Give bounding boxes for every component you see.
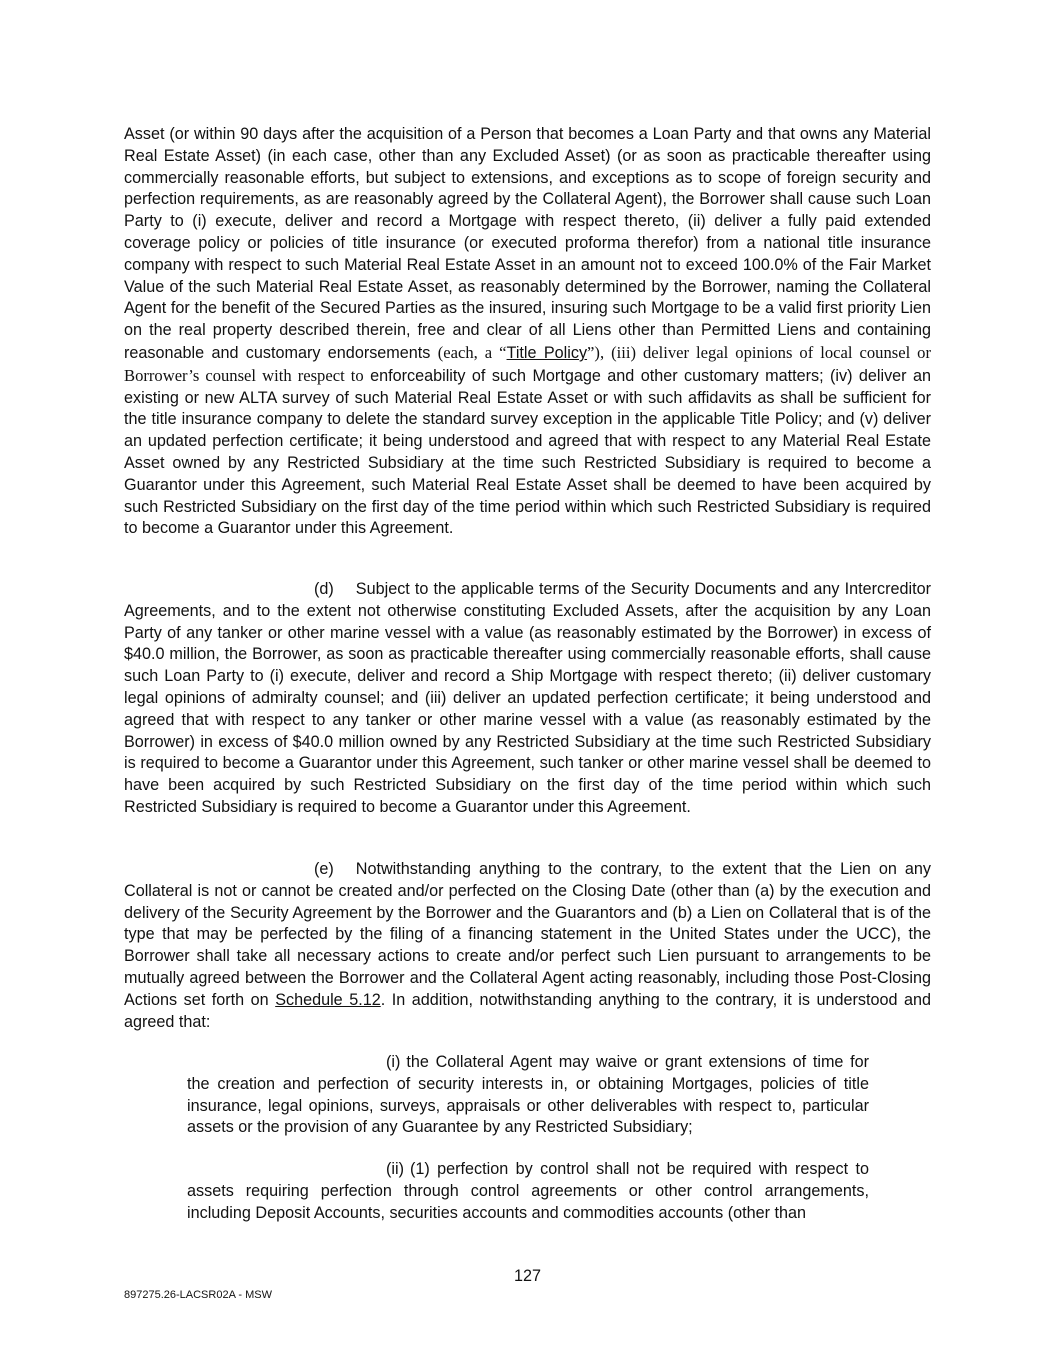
paragraph-c-text-2: enforceability of such Mortgage and other customary matters; (iv) deliver an existing or new ALTA survey of such Material Real Estate Asset or with such affidavits as shall be sufficient for the title insurance company to delete the standard survey exception in the applicable Title Policy; and (v) deliver an updated perfection certificate; it being understood and agreed that with respect to any Material Real Estate Asset owned by any Restricted Subsidiary at the time such Restricted Subsidiary is required to become a Guarantor under this Agreement, such Material Real Estate Asset shall be deemed to have been acquired by such Restricted Subsidiary on the first day of the time period within which such Restricted Subsidiary is required to become a Guarantor under this Agreement.	[124, 366, 932, 538]
subparagraph-i	[187, 1052, 869, 1139]
subparagraph-i-text: the Collateral Agent may waive or grant extensions of time for the creation and perfection of security interests in, or obtaining Mortgages, policies of title insurance, legal opinions, surveys, appraisals or other deliverables with respect to, particular assets or the provision of any Guarantee by any Restricted Subsidiary;	[187, 1053, 869, 1137]
paragraph-e-text-2: . In addition, notwithstanding anything to the contrary, it is understood and agreed that:	[124, 990, 931, 1031]
document-id: 897275.26-LACSR02A - MSW	[124, 1289, 272, 1301]
paragraph-e-label: (e)	[314, 860, 334, 878]
paragraph-d-label: (d)	[314, 580, 334, 598]
subparagraph-ii-label: (ii)	[386, 1160, 404, 1178]
schedule-reference: Schedule 5.12	[275, 990, 381, 1009]
subparagraph-ii	[187, 1159, 869, 1224]
paragraph-e-text-1: Notwithstanding anything to the contrary, to the extent that the Lien on any Collateral is not or cannot be created and/or perfected on the Closing Date (other than (a) by the execution and delivery of the Security Agreement by the Borrower and the Guarantors and (b) a Lien on Collateral that is of the type that may be perfected by the filing of a financing statement in the United States under the UCC), the Borrower shall take all necessary actions to create and/or perfect such Lien pursuant to arrangements to be mutually agreed between the Borrower and the Collateral Agent acting reasonably, including those Post-Closing Actions set forth on	[124, 860, 931, 1009]
subparagraph-i-label: (i)	[386, 1053, 401, 1071]
defined-term-title-policy: Title Policy	[506, 343, 588, 362]
paragraph-c-serif-open: (each, a “	[437, 342, 507, 362]
paragraph-e	[124, 859, 931, 1033]
paragraph-c-serif-close: ”), (iii) deliver legal opinions of local counsel or Borrower’s counsel with respect to	[124, 342, 932, 385]
subparagraph-ii-text: (1) perfection by control shall not be required with respect to assets requiring perfection through control agreements or other control arrangements, including Deposit Accounts, securities accounts and commodities accounts (other than	[187, 1160, 869, 1222]
paragraph-c-continuation	[124, 124, 931, 540]
paragraph-c-text-1: Asset (or within 90 days after the acquisition of a Person that becomes a Loan Party and that owns any Material Real Estate Asset) (in each case, other than any Excluded Asset) (or as soon as practicable thereafter using commercially reasonable efforts, but subject to extensions, and exceptions as to scope of foreign security and perfection requirements, as are reasonably agreed by the Collateral Agent), the Borrower shall cause such Loan Party to (i) execute, deliver and record a Mortgage with respect thereto, (ii) deliver a fully paid extended coverage policy or policies of title insurance (or executed proforma therefor) from a national title insurance company with respect to such Material Real Estate Asset in an amount not to exceed 100.0% of the Fair Market Value of the such Material Real Estate Asset, as reasonably determined by the Borrower, naming the Collateral Agent for the benefit of the Secured Parties as the insured, insuring such Mortgage to be a valid first priority Lien on the real property described therein, free and clear of all Liens other than Permitted Liens and containing reasonable and customary endorsements	[124, 125, 931, 362]
page-number: 127	[513, 1267, 541, 1285]
paragraph-d-text: Subject to the applicable terms of the Security Documents and any Intercreditor Agreements, and to the extent not otherwise constituting Excluded Assets, after the acquisition by any Loan Party of any tanker or other marine vessel with a value (as reasonably estimated by the Borrower) in excess of $40.0 million, the Borrower, as soon as practicable thereafter using commercially reasonable efforts, shall cause such Loan Party to (i) execute, deliver and record a Ship Mortgage with respect thereto; (ii) deliver customary legal opinions of admiralty counsel; and (iii) deliver an updated perfection certificate; it being understood and agreed that with respect to any tanker or other marine vessel with a value (as reasonably estimated by the Borrower) in excess of $40.0 million owned by any Restricted Subsidiary at the time such Restricted Subsidiary is required to become a Guarantor under this Agreement, such tanker or other marine vessel shall be deemed to have been acquired by such Restricted Subsidiary on the first day of the time period within which such Restricted Subsidiary is required to become a Guarantor under this Agreement.	[124, 580, 931, 816]
paragraph-d	[124, 579, 931, 819]
